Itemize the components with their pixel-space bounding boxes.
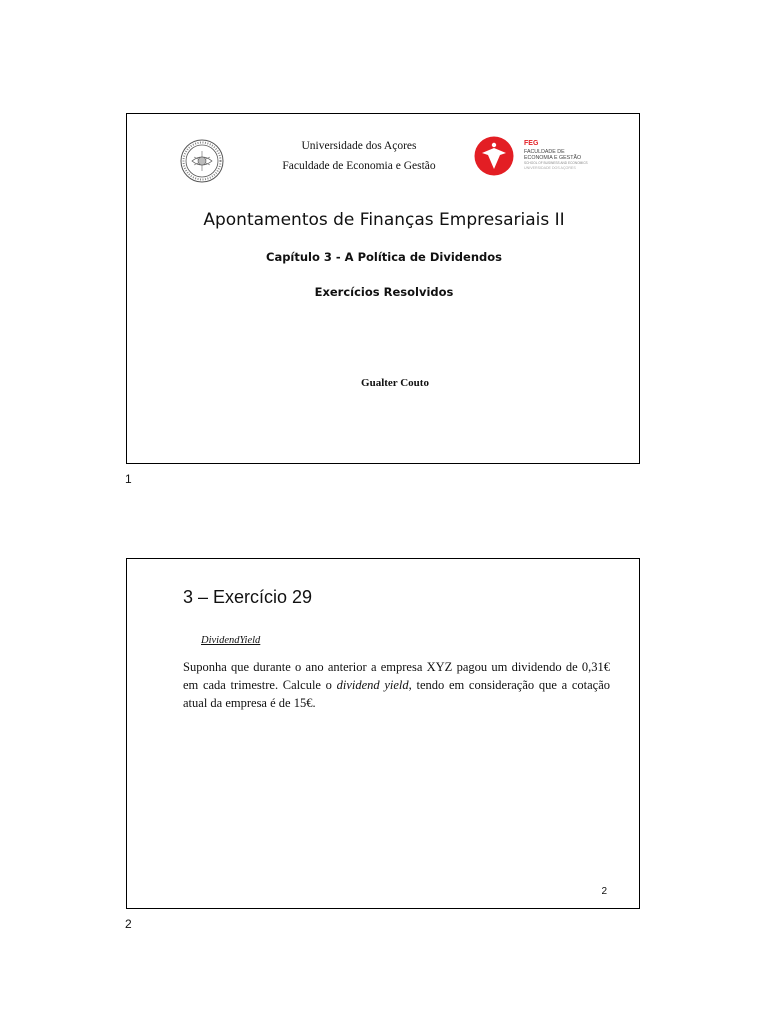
logo-acronym: FEG xyxy=(524,140,539,147)
logo-line3: SCHOOL OF BUSINESS AND ECONOMICS xyxy=(524,161,588,165)
slide-exercise xyxy=(126,558,640,909)
faculty-name: Faculdade de Economia e Gestão xyxy=(282,160,436,172)
logo-line2: ECONOMIA E GESTÃO xyxy=(524,155,582,161)
feg-logo xyxy=(474,136,599,176)
slide-cover xyxy=(126,113,640,464)
page-number: 1 xyxy=(125,472,132,486)
chapter-title: Capítulo 3 - A Política de Dividendos xyxy=(266,250,502,264)
university-name: Universidade dos Açores xyxy=(301,140,417,152)
document-subtitle: Exercícios Resolvidos xyxy=(314,285,454,299)
exercise-statement xyxy=(183,658,610,712)
statement-part1: Suponha que durante o ano anterior a empresa XYZ pagou um dividendo de 0,31€ em cada trimestre. Calcule o xyxy=(183,660,610,692)
document-title: Apontamentos de Finanças Empresariais II xyxy=(203,210,565,230)
statement-emphasis: dividend yield, xyxy=(336,678,412,692)
logo-line1: FACULDADE DE xyxy=(524,149,565,155)
page-number: 2 xyxy=(125,917,132,931)
exercise-topic: DividendYield xyxy=(201,635,261,646)
exercise-title: 3 – Exercício 29 xyxy=(183,587,313,607)
statement-part2: tendo em consideração que a cotação atual da empresa é de 15€. xyxy=(183,678,610,710)
slide-number: 2 xyxy=(601,886,607,897)
author-name: Gualter Couto xyxy=(361,377,429,389)
logo-line4: UNIVERSIDADE DOS AÇORES xyxy=(524,166,576,170)
